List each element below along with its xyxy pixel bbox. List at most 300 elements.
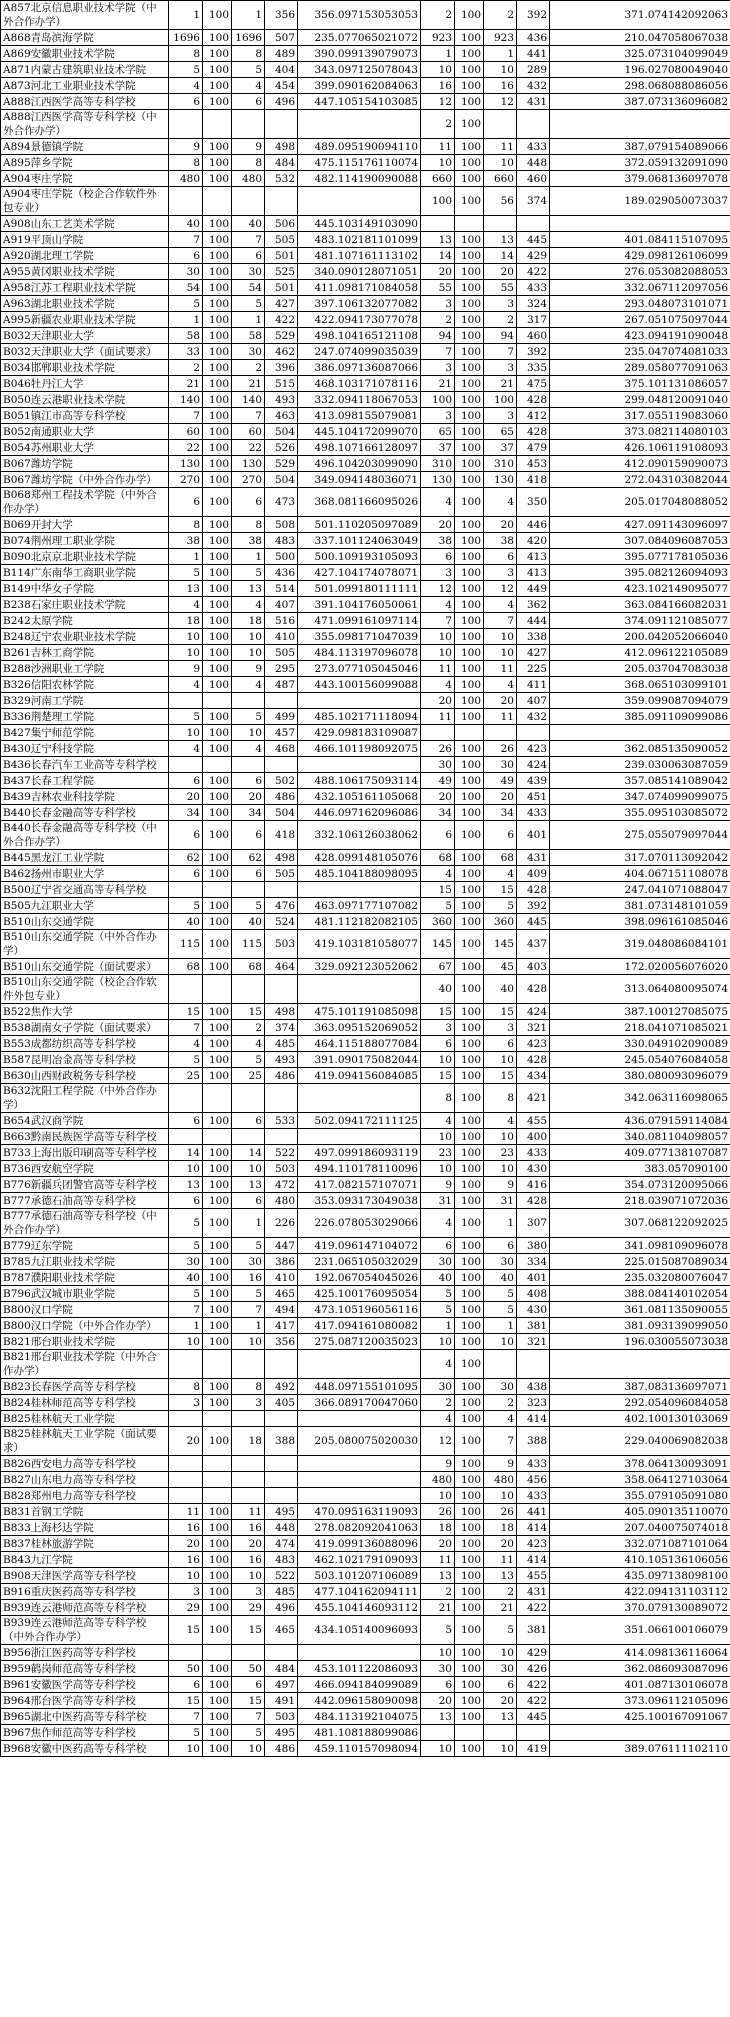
ratio-1-cell: 100 (203, 1600, 232, 1616)
ratio-2-cell: 100 (455, 424, 484, 440)
ratio-1-cell: 100 (203, 1427, 232, 1456)
admitted-2-cell: 3 (484, 1020, 517, 1036)
min-score-2-cell: 455 (517, 1568, 550, 1584)
min-score-2-cell: 422 (517, 1693, 550, 1709)
min-score-2-cell: 423 (517, 1536, 550, 1552)
ratio-2-cell: 100 (455, 1709, 484, 1725)
admitted-2-cell: 9 (484, 1177, 517, 1193)
min-score-2-cell: 438 (517, 1379, 550, 1395)
min-score-2-cell: 433 (517, 1456, 550, 1472)
admitted-2-cell: 13 (484, 1709, 517, 1725)
table-row (1, 392, 730, 408)
ratio-1-cell: 100 (203, 1395, 232, 1411)
ratio-2-cell: 100 (455, 1395, 484, 1411)
ratio-1-cell: 100 (203, 312, 232, 328)
plan-count-2-cell: 34 (421, 805, 455, 821)
ratio-2-cell: 100 (455, 517, 484, 533)
school-name-cell: B587昆明冶金高等专科学校 (1, 1052, 169, 1068)
school-name-cell: A963湖北职业技术学院 (1, 296, 169, 312)
rank-score-2-cell: 373.096112105096 (550, 1693, 730, 1709)
plan-count-2-cell: 11 (421, 139, 455, 155)
ratio-1-cell: 100 (203, 1161, 232, 1177)
school-name-cell: A904枣庄学院（校企合作软件外包专业） (1, 187, 169, 216)
admitted-1-cell (232, 110, 265, 139)
school-name-cell: B445黑龙江工业学院 (1, 850, 169, 866)
plan-count-1-cell: 62 (169, 850, 203, 866)
admitted-2-cell: 23 (484, 1145, 517, 1161)
ratio-2-cell: 100 (455, 1488, 484, 1504)
min-score-1-cell: 422 (265, 312, 298, 328)
min-score-2-cell: 380 (517, 1238, 550, 1254)
rank-score-1-cell (298, 1411, 421, 1427)
ratio-1-cell: 100 (203, 1584, 232, 1600)
min-score-2-cell: 413 (517, 565, 550, 581)
plan-count-2-cell: 10 (421, 1488, 455, 1504)
ratio-2-cell: 100 (455, 549, 484, 565)
admitted-2-cell: 5 (484, 1616, 517, 1645)
min-score-1-cell: 356 (265, 1, 298, 30)
min-score-1-cell: 483 (265, 1552, 298, 1568)
rank-score-2-cell: 412.096122105089 (550, 645, 730, 661)
ratio-1-cell (203, 1350, 232, 1379)
rank-score-1-cell: 468.103171078116 (298, 376, 421, 392)
plan-count-2-cell: 38 (421, 533, 455, 549)
table-row (1, 1129, 730, 1145)
ratio-1-cell (203, 757, 232, 773)
plan-count-2-cell: 68 (421, 850, 455, 866)
admitted-2-cell: 1 (484, 1209, 517, 1238)
min-score-1-cell: 463 (265, 408, 298, 424)
ratio-2-cell: 100 (455, 1552, 484, 1568)
admitted-2-cell: 4 (484, 1113, 517, 1129)
admitted-2-cell: 10 (484, 1052, 517, 1068)
school-name-cell: B074荆州理工职业学院 (1, 533, 169, 549)
admitted-2-cell (484, 1350, 517, 1379)
plan-count-2-cell: 8 (421, 1084, 455, 1113)
table-row (1, 677, 730, 693)
ratio-1-cell: 100 (203, 232, 232, 248)
rank-score-1-cell: 481.107161113102 (298, 248, 421, 264)
rank-score-2-cell: 395.077178105036 (550, 549, 730, 565)
ratio-1-cell: 100 (203, 472, 232, 488)
rank-score-1-cell: 497.099186093119 (298, 1145, 421, 1161)
min-score-1-cell: 447 (265, 1238, 298, 1254)
plan-count-2-cell: 21 (421, 376, 455, 392)
school-name-cell: B510山东交通学院（面试要求） (1, 959, 169, 975)
rank-score-1-cell (298, 1472, 421, 1488)
min-score-2-cell: 307 (517, 1209, 550, 1238)
ratio-1-cell: 100 (203, 1379, 232, 1395)
ratio-2-cell: 100 (455, 898, 484, 914)
min-score-2-cell: 424 (517, 1004, 550, 1020)
admitted-1-cell (232, 1129, 265, 1145)
rank-score-1-cell: 470.095163119093 (298, 1504, 421, 1520)
plan-count-2-cell: 5 (421, 1286, 455, 1302)
rank-score-2-cell: 207.040075074018 (550, 1520, 730, 1536)
admitted-2-cell: 15 (484, 882, 517, 898)
admitted-1-cell: 10 (232, 629, 265, 645)
ratio-2-cell: 100 (455, 975, 484, 1004)
plan-count-1-cell (169, 1129, 203, 1145)
ratio-2-cell: 100 (455, 171, 484, 187)
plan-count-1-cell: 68 (169, 959, 203, 975)
rank-score-1-cell: 363.095152069052 (298, 1020, 421, 1036)
min-score-2-cell: 453 (517, 456, 550, 472)
ratio-1-cell: 100 (203, 46, 232, 62)
plan-count-2-cell: 40 (421, 1270, 455, 1286)
min-score-2-cell: 460 (517, 171, 550, 187)
admitted-2-cell: 15 (484, 1004, 517, 1020)
admitted-1-cell: 115 (232, 930, 265, 959)
admitted-2-cell: 38 (484, 533, 517, 549)
school-name-cell: B326信阳农林学院 (1, 677, 169, 693)
plan-count-1-cell: 5 (169, 1052, 203, 1068)
min-score-1-cell: 483 (265, 533, 298, 549)
ratio-2-cell: 100 (455, 565, 484, 581)
min-score-2-cell: 430 (517, 1302, 550, 1318)
min-score-1-cell: 498 (265, 1004, 298, 1020)
admitted-2-cell: 11 (484, 661, 517, 677)
ratio-1-cell: 100 (203, 392, 232, 408)
ratio-2-cell: 100 (455, 693, 484, 709)
min-score-1-cell: 487 (265, 677, 298, 693)
min-score-1-cell: 464 (265, 959, 298, 975)
plan-count-1-cell: 33 (169, 344, 203, 360)
plan-count-2-cell: 2 (421, 1395, 455, 1411)
min-score-1-cell: 480 (265, 1193, 298, 1209)
rank-score-1-cell: 498.107166128097 (298, 440, 421, 456)
rank-score-2-cell: 387.079154089066 (550, 139, 730, 155)
rank-score-1-cell: 483.102181101099 (298, 232, 421, 248)
plan-count-1-cell: 8 (169, 46, 203, 62)
admitted-2-cell: 480 (484, 1472, 517, 1488)
ratio-2-cell: 100 (455, 1129, 484, 1145)
plan-count-2-cell: 11 (421, 1552, 455, 1568)
admitted-2-cell: 6 (484, 1036, 517, 1052)
admitted-1-cell: 3 (232, 1395, 265, 1411)
admitted-1-cell: 9 (232, 139, 265, 155)
plan-count-2-cell: 6 (421, 549, 455, 565)
table-row (1, 110, 730, 139)
admitted-2-cell: 34 (484, 805, 517, 821)
table-row (1, 645, 730, 661)
rank-score-2-cell: 172.020056076020 (550, 959, 730, 975)
min-score-2-cell: 317 (517, 312, 550, 328)
admitted-2-cell: 45 (484, 959, 517, 975)
school-name-cell: B967焦作师范高等专科学校 (1, 1725, 169, 1741)
rank-score-1-cell: 231.065105032029 (298, 1254, 421, 1270)
admitted-1-cell: 10 (232, 1741, 265, 1757)
school-name-cell: B553成都纺织高等专科学校 (1, 1036, 169, 1052)
rank-score-1-cell: 391.090175082044 (298, 1052, 421, 1068)
rank-score-2-cell: 373.082114080103 (550, 424, 730, 440)
school-name-cell: B440长春金融高等专科学校 (1, 805, 169, 821)
ratio-1-cell: 100 (203, 30, 232, 46)
plan-count-2-cell: 10 (421, 1052, 455, 1068)
min-score-1-cell (265, 882, 298, 898)
plan-count-1-cell: 2 (169, 360, 203, 376)
rank-score-1-cell (298, 757, 421, 773)
school-name-cell: B068郑州工程技术学院（中外合作办学） (1, 488, 169, 517)
ratio-2-cell: 100 (455, 1661, 484, 1677)
school-name-cell: B828郑州电力高等专科学校 (1, 1488, 169, 1504)
rank-score-2-cell: 313.064080095074 (550, 975, 730, 1004)
admitted-1-cell: 16 (232, 1270, 265, 1286)
plan-count-2-cell: 12 (421, 581, 455, 597)
min-score-2-cell (517, 216, 550, 232)
admitted-1-cell: 1 (232, 1318, 265, 1334)
ratio-1-cell: 100 (203, 280, 232, 296)
min-score-1-cell: 410 (265, 629, 298, 645)
school-name-cell: A908山东工艺美术学院 (1, 216, 169, 232)
school-name-cell: B630山西财政税务专科学校 (1, 1068, 169, 1084)
admitted-2-cell: 2 (484, 1584, 517, 1600)
plan-count-2-cell: 13 (421, 1709, 455, 1725)
plan-count-1-cell: 7 (169, 408, 203, 424)
table-row (1, 549, 730, 565)
plan-count-2-cell (421, 1725, 455, 1741)
plan-count-2-cell: 20 (421, 264, 455, 280)
table-row (1, 1350, 730, 1379)
table-row (1, 1052, 730, 1068)
ratio-1-cell: 100 (203, 914, 232, 930)
ratio-1-cell: 100 (203, 821, 232, 850)
admitted-2-cell: 13 (484, 1568, 517, 1584)
table-row (1, 741, 730, 757)
admitted-1-cell (232, 757, 265, 773)
rank-score-2-cell: 229.040069082038 (550, 1427, 730, 1456)
plan-count-2-cell: 2 (421, 1, 455, 30)
min-score-2-cell: 388 (517, 1427, 550, 1456)
min-score-1-cell: 374 (265, 1020, 298, 1036)
admitted-1-cell: 62 (232, 850, 265, 866)
plan-count-2-cell: 20 (421, 1536, 455, 1552)
min-score-2-cell: 321 (517, 1020, 550, 1036)
min-score-2-cell: 433 (517, 1145, 550, 1161)
ratio-2-cell: 100 (455, 533, 484, 549)
min-score-1-cell: 496 (265, 94, 298, 110)
plan-count-2-cell: 40 (421, 975, 455, 1004)
plan-count-2-cell: 4 (421, 677, 455, 693)
rank-score-1-cell: 475.101191085098 (298, 1004, 421, 1020)
plan-count-1-cell: 4 (169, 741, 203, 757)
school-name-cell: B825桂林航天工业学院（面试要求） (1, 1427, 169, 1456)
min-score-2-cell: 428 (517, 882, 550, 898)
plan-count-1-cell: 30 (169, 1254, 203, 1270)
table-row (1, 1693, 730, 1709)
ratio-1-cell: 100 (203, 155, 232, 171)
min-score-2-cell: 324 (517, 296, 550, 312)
table-row (1, 914, 730, 930)
min-score-2-cell: 431 (517, 94, 550, 110)
ratio-1-cell (203, 882, 232, 898)
min-score-1-cell: 388 (265, 1427, 298, 1456)
ratio-2-cell: 100 (455, 1411, 484, 1427)
school-name-cell: B427集宁师范学院 (1, 725, 169, 741)
plan-count-1-cell: 6 (169, 1677, 203, 1693)
ratio-2-cell: 100 (455, 805, 484, 821)
admitted-1-cell: 40 (232, 216, 265, 232)
min-score-1-cell: 498 (265, 139, 298, 155)
ratio-1-cell: 100 (203, 805, 232, 821)
ratio-2-cell: 100 (455, 30, 484, 46)
admitted-2-cell: 10 (484, 645, 517, 661)
plan-count-2-cell: 30 (421, 757, 455, 773)
school-name-cell: A888江西医学高等专科学校（中外合作办学） (1, 110, 169, 139)
school-name-cell: A955黄冈职业技术学院 (1, 264, 169, 280)
rank-score-2-cell: 330.049102090089 (550, 1036, 730, 1052)
min-score-2-cell: 433 (517, 805, 550, 821)
plan-count-2-cell: 10 (421, 1645, 455, 1661)
plan-count-1-cell: 40 (169, 914, 203, 930)
school-name-cell: B843九江学院 (1, 1552, 169, 1568)
min-score-2-cell: 433 (517, 1488, 550, 1504)
rank-score-2-cell: 405.090135110070 (550, 1504, 730, 1520)
admitted-1-cell: 4 (232, 78, 265, 94)
admitted-1-cell: 30 (232, 344, 265, 360)
admitted-2-cell: 55 (484, 280, 517, 296)
ratio-1-cell (203, 187, 232, 216)
school-name-cell: B510山东交通学院（中外合作办学） (1, 930, 169, 959)
rank-score-1-cell (298, 1488, 421, 1504)
rank-score-1-cell (298, 1456, 421, 1472)
school-name-cell: B288沙洲职业工学院 (1, 661, 169, 677)
table-row (1, 789, 730, 805)
min-score-1-cell: 515 (265, 376, 298, 392)
min-score-2-cell: 323 (517, 1395, 550, 1411)
admitted-1-cell (232, 1411, 265, 1427)
plan-count-1-cell: 58 (169, 328, 203, 344)
rank-score-1-cell: 417.082157107071 (298, 1177, 421, 1193)
min-score-2-cell: 412 (517, 408, 550, 424)
table-row (1, 1177, 730, 1193)
ratio-2-cell: 100 (455, 440, 484, 456)
admitted-1-cell (232, 1456, 265, 1472)
plan-count-2-cell: 67 (421, 959, 455, 975)
plan-count-1-cell: 13 (169, 581, 203, 597)
min-score-2-cell: 381 (517, 1616, 550, 1645)
rank-score-2-cell: 332.067112097056 (550, 280, 730, 296)
admitted-2-cell: 8 (484, 1084, 517, 1113)
plan-count-1-cell: 7 (169, 232, 203, 248)
ratio-1-cell: 100 (203, 1052, 232, 1068)
rank-score-2-cell: 210.047058067038 (550, 30, 730, 46)
admitted-1-cell: 6 (232, 1193, 265, 1209)
ratio-2-cell: 100 (455, 1, 484, 30)
plan-count-1-cell: 10 (169, 1568, 203, 1584)
admitted-1-cell: 40 (232, 914, 265, 930)
admitted-1-cell: 10 (232, 725, 265, 741)
ratio-1-cell: 100 (203, 1725, 232, 1741)
admitted-2-cell: 6 (484, 821, 517, 850)
school-name-cell: A919平顶山学院 (1, 232, 169, 248)
plan-count-2-cell: 3 (421, 408, 455, 424)
plan-count-2-cell: 31 (421, 1193, 455, 1209)
min-score-1-cell: 504 (265, 805, 298, 821)
admitted-1-cell: 29 (232, 1600, 265, 1616)
table-row (1, 1411, 730, 1427)
plan-count-1-cell: 6 (169, 1193, 203, 1209)
min-score-2-cell: 374 (517, 187, 550, 216)
plan-count-1-cell (169, 757, 203, 773)
plan-count-1-cell (169, 1488, 203, 1504)
admitted-1-cell: 5 (232, 296, 265, 312)
school-name-cell: B959鹤岗师范高等专科学校 (1, 1661, 169, 1677)
min-score-2-cell: 430 (517, 1161, 550, 1177)
min-score-2-cell (517, 1350, 550, 1379)
table-row (1, 850, 730, 866)
rank-score-2-cell: 355.095103085072 (550, 805, 730, 821)
ratio-2-cell: 100 (455, 232, 484, 248)
ratio-1-cell: 100 (203, 1661, 232, 1677)
ratio-1-cell: 100 (203, 629, 232, 645)
admitted-1-cell: 4 (232, 677, 265, 693)
min-score-1-cell: 514 (265, 581, 298, 597)
min-score-2-cell: 421 (517, 1084, 550, 1113)
admitted-2-cell: 10 (484, 1741, 517, 1757)
admitted-1-cell: 6 (232, 1677, 265, 1693)
admitted-1-cell: 50 (232, 1661, 265, 1677)
ratio-1-cell: 100 (203, 725, 232, 741)
ratio-1-cell: 100 (203, 930, 232, 959)
admitted-2-cell: 10 (484, 1161, 517, 1177)
plan-count-2-cell: 15 (421, 1004, 455, 1020)
admitted-1-cell: 16 (232, 1552, 265, 1568)
rank-score-1-cell: 390.099139079073 (298, 46, 421, 62)
rank-score-2-cell: 423.094191090048 (550, 328, 730, 344)
admitted-2-cell (484, 725, 517, 741)
rank-score-2-cell: 272.043103082044 (550, 472, 730, 488)
plan-count-1-cell: 9 (169, 139, 203, 155)
min-score-2-cell: 449 (517, 581, 550, 597)
admitted-1-cell: 6 (232, 94, 265, 110)
rank-score-1-cell: 496.104203099090 (298, 456, 421, 472)
plan-count-1-cell: 5 (169, 1286, 203, 1302)
ratio-2-cell (455, 1725, 484, 1741)
rank-score-2-cell: 235.047074081033 (550, 344, 730, 360)
rank-score-2-cell: 385.091109099086 (550, 709, 730, 725)
table-row (1, 1677, 730, 1693)
ratio-1-cell (203, 1129, 232, 1145)
min-score-2-cell: 338 (517, 629, 550, 645)
ratio-2-cell: 100 (455, 1456, 484, 1472)
min-score-1-cell: 533 (265, 1113, 298, 1129)
table-row (1, 1661, 730, 1677)
plan-count-1-cell: 10 (169, 1161, 203, 1177)
plan-count-2-cell: 9 (421, 1177, 455, 1193)
rank-score-1-cell: 484.113192104075 (298, 1709, 421, 1725)
plan-count-2-cell: 10 (421, 629, 455, 645)
admitted-1-cell: 5 (232, 1725, 265, 1741)
rank-score-2-cell (550, 1725, 730, 1741)
rank-score-2-cell: 409.077138107087 (550, 1145, 730, 1161)
table-row (1, 424, 730, 440)
rank-score-2-cell: 410.105136106056 (550, 1552, 730, 1568)
admitted-1-cell: 60 (232, 424, 265, 440)
min-score-2-cell: 479 (517, 440, 550, 456)
plan-count-1-cell (169, 1472, 203, 1488)
admitted-2-cell: 2 (484, 312, 517, 328)
rank-score-1-cell: 500.109193105093 (298, 549, 421, 565)
min-score-1-cell: 485 (265, 1584, 298, 1600)
rank-score-2-cell: 292.054096084058 (550, 1395, 730, 1411)
table-row (1, 1068, 730, 1084)
rank-score-2-cell: 427.091143096097 (550, 517, 730, 533)
rank-score-2-cell: 362.086093087096 (550, 1661, 730, 1677)
min-score-2-cell: 423 (517, 1036, 550, 1052)
ratio-2-cell: 100 (455, 1209, 484, 1238)
table-row (1, 488, 730, 517)
